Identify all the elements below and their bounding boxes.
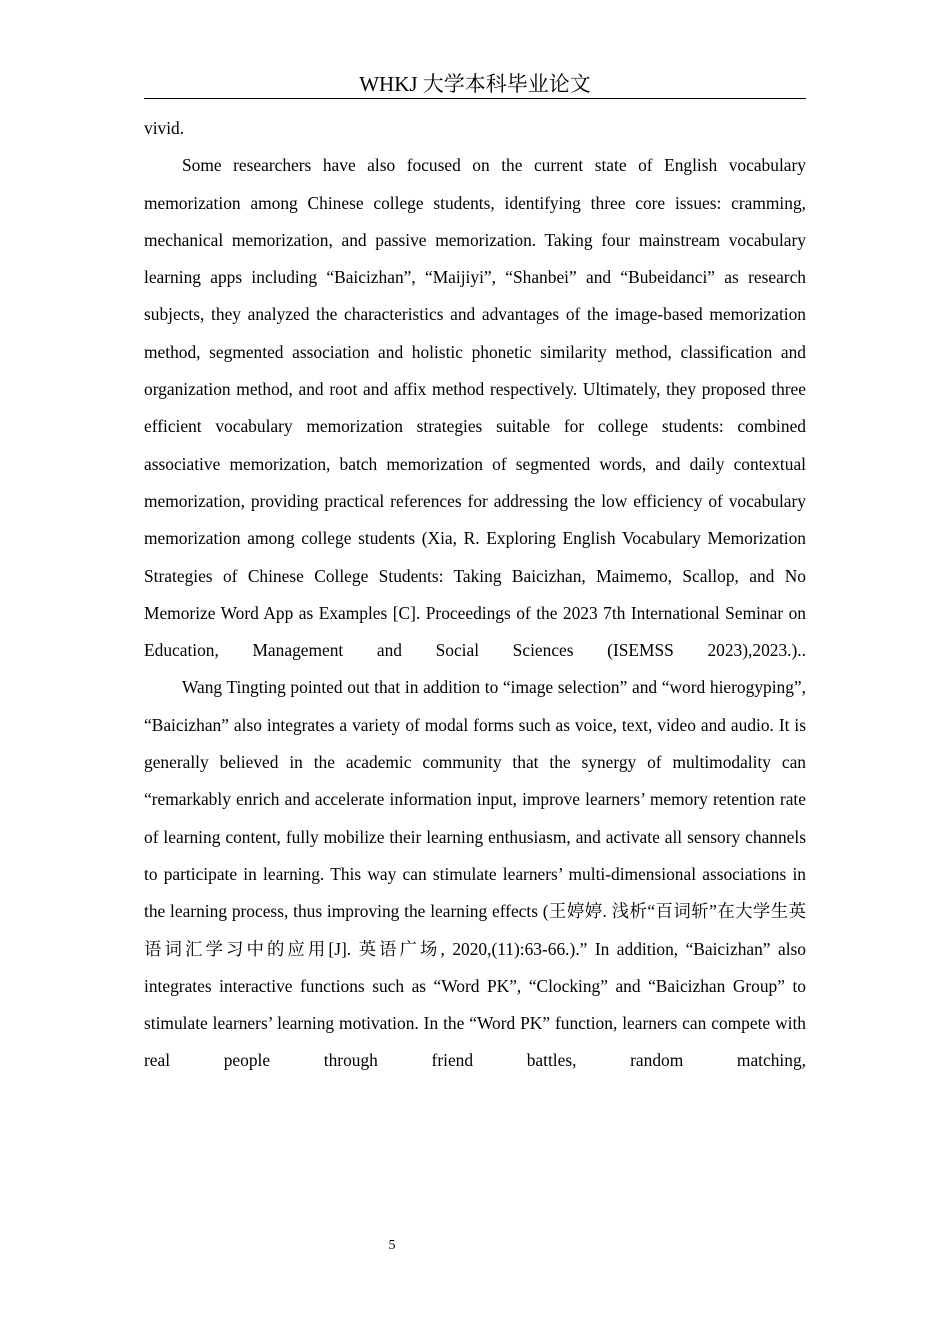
paragraph-continuation: vivid.: [144, 118, 185, 138]
body-text: [144, 110, 806, 1080]
header-rule: [144, 98, 806, 99]
page-number: 5: [388, 1238, 396, 1253]
paragraph-baicizhan-multimodal: Wang Tingting pointed out that in addition to “image selection” and “word hierogyping”, “Baicizhan” also integrates a variety of modal forms such as voice, text, video and audio. It is generally believed in the academic community that the synergy of multimodality can “remarkably enrich and accelerate information input, improve learners’ memory retention rate of learning content, fully mobilize their learning enthusiasm, and activate all sensory channels to participate in learning. This way can stimulate learners’ multi-dimensional associations in the learning process, thus improving the learning effects (王婷婷. 浅析“百词斩”在大学生英语词汇学习中的应用[J]. 英语广场, 2020,(11):63-66.).” In addition, “Baicizhan” also integrates interactive functions such as “Word PK”, “Clocking” and “Baicizhan Group” to stimulate learners’ learning motivation. In the “Word PK” function, learners can compete with real people through friend battles, random matching,: [144, 677, 806, 1071]
running-header: WHKJ 大学本科毕业论文: [359, 72, 591, 96]
paragraph-vocabulary-strategies: Some researchers have also focused on the current state of English vocabulary memorization among Chinese college students, identifying three core issues: cramming, mechanical memorization, and passive memorization. Taking four mainstream vocabulary learning apps including “Baicizhan”, “Maijiyi”, “Shanbei” and “Bubeidanci” as research subjects, they analyzed the characteristics and advantages of the image-based memorization method, segmented association and holistic phonetic similarity method, classification and organization method, and root and affix method respectively. Ultimately, they proposed three efficient vocabulary memorization strategies suitable for college students: combined associative memorization, batch memorization of segmented words, and daily contextual memorization, providing practical references for addressing the low efficiency of vocabulary memorization among college students (Xia, R. Exploring English Vocabulary Memorization Strategies of Chinese College Students: Taking Baicizhan, Maimemo, Scallop, and No Memorize Word App as Examples [C]. Proceedings of the 2023 7th International Seminar on Education, Management and Social Sciences (ISEMSS 2023),2023.)..: [144, 155, 806, 661]
